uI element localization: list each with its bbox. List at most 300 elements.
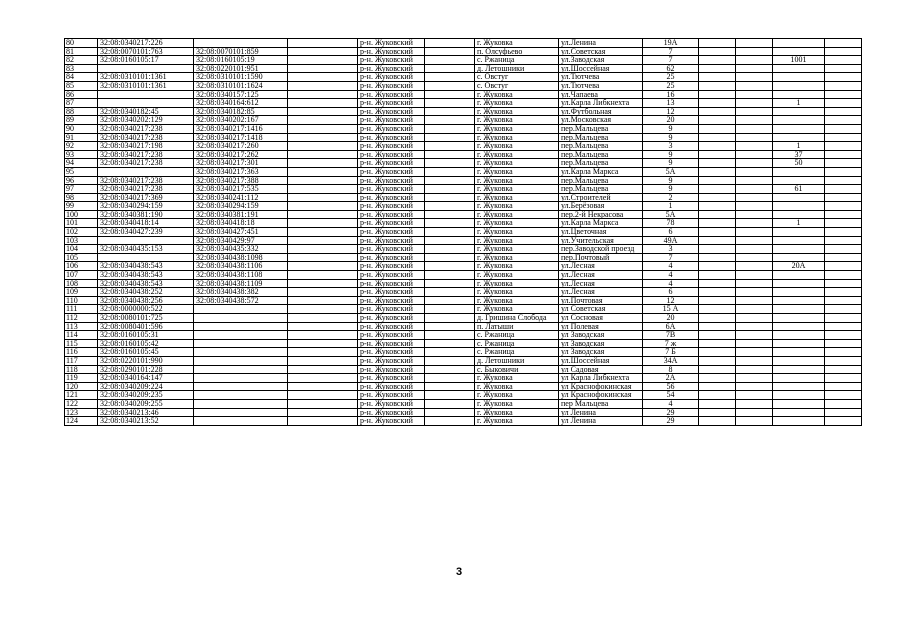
cell-street: ул Ленина (559, 417, 643, 426)
table-body (65, 39, 862, 426)
cell-empty-col-11 (736, 339, 773, 348)
cell-house-number: 7 ж (643, 339, 699, 348)
cell-empty-col-4 (288, 279, 358, 288)
cell-empty-col-11 (736, 47, 773, 56)
cell-empty-col-6 (425, 159, 475, 168)
table-row (65, 348, 862, 357)
cell-cadastral-number-land: 32:08:0340217:238 (98, 176, 194, 185)
cell-district: р-н. Жуковский (358, 245, 425, 254)
cell-house-number: 15 А (643, 305, 699, 314)
cell-street: ул.Карла Маркса (559, 167, 643, 176)
cell-empty-col-6 (425, 228, 475, 237)
cell-value-col-12 (773, 322, 825, 331)
cell-cadastral-number-land: 32:08:0340438:256 (98, 296, 194, 305)
cell-row-number: 121 (65, 391, 98, 400)
cell-district: р-н. Жуковский (358, 81, 425, 90)
cell-row-number: 118 (65, 365, 98, 374)
cell-street: пер.Мальцева (559, 142, 643, 151)
cell-empty-col-11 (736, 314, 773, 323)
table-row (65, 39, 862, 48)
cell-empty-col-11 (736, 271, 773, 280)
cell-cadastral-number-land (98, 99, 194, 108)
cell-empty-col-13 (825, 202, 862, 211)
page-number: 3 (456, 566, 463, 578)
cell-cadastral-number-land: 32:08:0080401:596 (98, 322, 194, 331)
cell-cadastral-number-land: 32:08:0340209:235 (98, 391, 194, 400)
cell-settlement: г. Жуковка (475, 417, 559, 426)
cell-empty-col-13 (825, 107, 862, 116)
cell-empty-col-6 (425, 116, 475, 125)
cell-cadastral-number-land: 32:08:0160105:45 (98, 348, 194, 357)
cell-row-number: 106 (65, 262, 98, 271)
cell-empty-col-10 (699, 176, 736, 185)
cell-empty-col-11 (736, 81, 773, 90)
cell-empty-col-4 (288, 202, 358, 211)
cell-empty-col-13 (825, 271, 862, 280)
cell-street: ул.Цветочная (559, 228, 643, 237)
table-row (65, 228, 862, 237)
cell-empty-col-6 (425, 399, 475, 408)
cell-cadastral-number-building: 32:08:0340217:1416 (194, 124, 288, 133)
table-row (65, 339, 862, 348)
cell-empty-col-6 (425, 167, 475, 176)
cell-row-number: 97 (65, 185, 98, 194)
cell-settlement: д. Гришина Слобода (475, 314, 559, 323)
cell-house-number: 8 (643, 365, 699, 374)
cell-row-number: 94 (65, 159, 98, 168)
cell-district: р-н. Жуковский (358, 176, 425, 185)
cell-cadastral-number-land: 32:08:0340217:238 (98, 124, 194, 133)
cell-settlement: п. Олсуфьево (475, 47, 559, 56)
cell-empty-col-10 (699, 142, 736, 151)
cell-district: р-н. Жуковский (358, 382, 425, 391)
cell-empty-col-11 (736, 408, 773, 417)
cell-cadastral-number-land: 32:08:0080101:725 (98, 314, 194, 323)
cell-settlement: с. Ржаница (475, 339, 559, 348)
cell-empty-col-6 (425, 81, 475, 90)
cell-row-number: 89 (65, 116, 98, 125)
cell-empty-col-11 (736, 365, 773, 374)
cell-empty-col-13 (825, 185, 862, 194)
cell-cadastral-number-building: 32:08:0340438:1106 (194, 262, 288, 271)
cell-house-number: 3 (643, 245, 699, 254)
table-row (65, 408, 862, 417)
table-row (65, 99, 862, 108)
cell-empty-col-10 (699, 236, 736, 245)
cell-empty-col-10 (699, 382, 736, 391)
cell-empty-col-4 (288, 90, 358, 99)
cell-empty-col-11 (736, 159, 773, 168)
cell-value-col-12 (773, 417, 825, 426)
cell-cadastral-number-land: 32:08:0340182:45 (98, 107, 194, 116)
cell-cadastral-number-building (194, 391, 288, 400)
cell-house-number: 56 (643, 382, 699, 391)
cell-house-number: 9 (643, 150, 699, 159)
cell-street: пер Мальцева (559, 399, 643, 408)
table-row (65, 271, 862, 280)
cell-empty-col-11 (736, 356, 773, 365)
cell-street: ул Краснофокинская (559, 382, 643, 391)
cell-empty-col-6 (425, 271, 475, 280)
cell-row-number: 101 (65, 219, 98, 228)
cell-cadastral-number-building: 32:08:0340438:1108 (194, 271, 288, 280)
cell-cadastral-number-land (98, 236, 194, 245)
cell-empty-col-11 (736, 279, 773, 288)
cell-empty-col-13 (825, 219, 862, 228)
cell-district: р-н. Жуковский (358, 314, 425, 323)
cell-empty-col-10 (699, 159, 736, 168)
cell-cadastral-number-building (194, 348, 288, 357)
cell-house-number: 9 (643, 159, 699, 168)
cell-empty-col-6 (425, 374, 475, 383)
cell-house-number: 19А (643, 39, 699, 48)
cell-value-col-12 (773, 47, 825, 56)
cell-empty-col-11 (736, 90, 773, 99)
cell-empty-col-13 (825, 348, 862, 357)
cell-cadastral-number-land: 32:08:0340209:255 (98, 399, 194, 408)
cell-cadastral-number-land (98, 253, 194, 262)
cell-settlement: г. Жуковка (475, 133, 559, 142)
cell-house-number: 25 (643, 81, 699, 90)
cell-empty-col-6 (425, 202, 475, 211)
cell-empty-col-13 (825, 356, 862, 365)
cell-row-number: 123 (65, 408, 98, 417)
cell-empty-col-4 (288, 47, 358, 56)
cell-empty-col-6 (425, 279, 475, 288)
cell-street: пер.Мальцева (559, 133, 643, 142)
cell-empty-col-10 (699, 167, 736, 176)
cell-empty-col-11 (736, 185, 773, 194)
cell-street: ул Заводская (559, 331, 643, 340)
cell-house-number: 25 (643, 73, 699, 82)
table-row (65, 356, 862, 365)
cell-cadastral-number-land: 32:08:0160105:31 (98, 331, 194, 340)
cell-house-number: 9 (643, 176, 699, 185)
cell-cadastral-number-land: 32:08:0340381:190 (98, 210, 194, 219)
cell-empty-col-13 (825, 39, 862, 48)
table-row (65, 202, 862, 211)
cell-empty-col-6 (425, 210, 475, 219)
cell-empty-col-4 (288, 356, 358, 365)
cell-settlement: г. Жуковка (475, 124, 559, 133)
cell-cadastral-number-land: 32:08:0340213:52 (98, 417, 194, 426)
cell-row-number: 110 (65, 296, 98, 305)
cell-street: ул.Лесная (559, 271, 643, 280)
cell-empty-col-13 (825, 399, 862, 408)
cell-empty-col-6 (425, 322, 475, 331)
cell-district: р-н. Жуковский (358, 116, 425, 125)
cell-house-number: 7 Б (643, 348, 699, 357)
cell-empty-col-6 (425, 382, 475, 391)
cell-cadastral-number-building: 32:08:0340217:388 (194, 176, 288, 185)
cell-cadastral-number-building: 32:08:0340182:85 (194, 107, 288, 116)
cell-empty-col-4 (288, 262, 358, 271)
cell-empty-col-10 (699, 271, 736, 280)
cell-settlement: с. Ржаница (475, 331, 559, 340)
cell-district: р-н. Жуковский (358, 64, 425, 73)
cell-empty-col-10 (699, 408, 736, 417)
table-row (65, 365, 862, 374)
cell-cadastral-number-building: 32:08:0070101:859 (194, 47, 288, 56)
cell-street: ул.Заводская (559, 56, 643, 65)
cell-cadastral-number-land: 32:08:0310101:1361 (98, 81, 194, 90)
cell-cadastral-number-building: 32:08:0340164:612 (194, 99, 288, 108)
cell-value-col-12 (773, 176, 825, 185)
cell-empty-col-11 (736, 39, 773, 48)
cell-cadastral-number-land: 32:08:0340202:129 (98, 116, 194, 125)
cell-row-number: 103 (65, 236, 98, 245)
cell-empty-col-4 (288, 322, 358, 331)
cell-settlement: г. Жуковка (475, 176, 559, 185)
cell-value-col-12 (773, 382, 825, 391)
cell-empty-col-6 (425, 99, 475, 108)
cell-empty-col-4 (288, 99, 358, 108)
cell-empty-col-13 (825, 150, 862, 159)
cell-street: ул.Тютчева (559, 73, 643, 82)
cell-value-col-12: 50 (773, 159, 825, 168)
cell-empty-col-13 (825, 124, 862, 133)
cell-settlement: г. Жуковка (475, 202, 559, 211)
table-row (65, 124, 862, 133)
cell-settlement: г. Жуковка (475, 253, 559, 262)
cell-row-number: 88 (65, 107, 98, 116)
cell-empty-col-6 (425, 124, 475, 133)
cell-settlement: г. Жуковка (475, 288, 559, 297)
cell-cadastral-number-land: 32:08:0340164:147 (98, 374, 194, 383)
cell-value-col-12 (773, 356, 825, 365)
cell-empty-col-11 (736, 262, 773, 271)
cell-empty-col-11 (736, 167, 773, 176)
cell-row-number: 119 (65, 374, 98, 383)
cell-empty-col-13 (825, 417, 862, 426)
cell-empty-col-4 (288, 245, 358, 254)
cell-district: р-н. Жуковский (358, 356, 425, 365)
cell-empty-col-6 (425, 185, 475, 194)
cell-cadastral-number-building: 32:08:0340438:572 (194, 296, 288, 305)
cell-value-col-12 (773, 107, 825, 116)
cell-empty-col-6 (425, 219, 475, 228)
table-row (65, 167, 862, 176)
cell-value-col-12: 20А (773, 262, 825, 271)
cell-empty-col-6 (425, 193, 475, 202)
cell-settlement: г. Жуковка (475, 99, 559, 108)
cell-cadastral-number-building (194, 331, 288, 340)
cell-empty-col-11 (736, 116, 773, 125)
cell-empty-col-6 (425, 39, 475, 48)
cell-street: ул.Тютчева (559, 81, 643, 90)
cell-house-number: 16 (643, 90, 699, 99)
cell-street: пер.Почтовый (559, 253, 643, 262)
cell-district: р-н. Жуковский (358, 305, 425, 314)
cell-empty-col-10 (699, 262, 736, 271)
cell-empty-col-4 (288, 348, 358, 357)
table-row (65, 219, 862, 228)
cell-house-number: 7 (643, 56, 699, 65)
cell-district: р-н. Жуковский (358, 185, 425, 194)
cell-row-number: 122 (65, 399, 98, 408)
cell-settlement: г. Жуковка (475, 271, 559, 280)
cell-value-col-12 (773, 279, 825, 288)
cell-cadastral-number-building (194, 356, 288, 365)
cell-row-number: 95 (65, 167, 98, 176)
cell-cadastral-number-land (98, 64, 194, 73)
cell-value-col-12: 61 (773, 185, 825, 194)
cell-value-col-12 (773, 348, 825, 357)
cell-settlement: г. Жуковка (475, 228, 559, 237)
cell-value-col-12: 1 (773, 219, 825, 228)
cell-cadastral-number-building (194, 399, 288, 408)
cell-street: ул.Лесная (559, 279, 643, 288)
cell-settlement: с. Ржаница (475, 348, 559, 357)
cell-empty-col-11 (736, 322, 773, 331)
cell-empty-col-10 (699, 348, 736, 357)
cell-empty-col-4 (288, 159, 358, 168)
cell-value-col-12 (773, 339, 825, 348)
cell-empty-col-4 (288, 176, 358, 185)
cell-empty-col-10 (699, 331, 736, 340)
cell-cadastral-number-building: 32:08:0160105:19 (194, 56, 288, 65)
cell-empty-col-6 (425, 331, 475, 340)
cell-street: ул.Советская (559, 47, 643, 56)
cell-empty-col-4 (288, 81, 358, 90)
cell-district: р-н. Жуковский (358, 365, 425, 374)
cell-row-number: 108 (65, 279, 98, 288)
cell-street: ул Полевая (559, 322, 643, 331)
cell-street: ул.Берёзовая (559, 202, 643, 211)
cell-street: ул Садовая (559, 365, 643, 374)
cell-empty-col-10 (699, 90, 736, 99)
cell-settlement: г. Жуковка (475, 382, 559, 391)
cell-district: р-н. Жуковский (358, 99, 425, 108)
cell-cadastral-number-land: 32:08:0340217:238 (98, 185, 194, 194)
table-row (65, 374, 862, 383)
cell-empty-col-4 (288, 116, 358, 125)
cell-row-number: 85 (65, 81, 98, 90)
cell-empty-col-10 (699, 305, 736, 314)
cell-district: р-н. Жуковский (358, 279, 425, 288)
cell-value-col-12 (773, 167, 825, 176)
cell-empty-col-4 (288, 382, 358, 391)
table-row (65, 322, 862, 331)
table-row (65, 107, 862, 116)
cell-settlement: г. Жуковка (475, 245, 559, 254)
cell-cadastral-number-land: 32:08:0160105:17 (98, 56, 194, 65)
cell-empty-col-13 (825, 167, 862, 176)
cell-empty-col-11 (736, 176, 773, 185)
cell-empty-col-13 (825, 305, 862, 314)
cell-value-col-12 (773, 365, 825, 374)
cell-empty-col-4 (288, 408, 358, 417)
table-row (65, 245, 862, 254)
cell-empty-col-10 (699, 228, 736, 237)
cell-empty-col-6 (425, 408, 475, 417)
cell-empty-col-11 (736, 133, 773, 142)
cell-empty-col-10 (699, 116, 736, 125)
cell-empty-col-10 (699, 202, 736, 211)
cell-cadastral-number-land: 32:08:0340435:153 (98, 245, 194, 254)
cell-empty-col-4 (288, 107, 358, 116)
cell-empty-col-10 (699, 288, 736, 297)
cell-house-number: 9 (643, 185, 699, 194)
cell-street: пер.Мальцева (559, 185, 643, 194)
cell-empty-col-11 (736, 399, 773, 408)
cell-house-number: 12 (643, 296, 699, 305)
cell-street: ул.Карла Маркса (559, 219, 643, 228)
cell-row-number: 96 (65, 176, 98, 185)
cell-empty-col-11 (736, 202, 773, 211)
cell-empty-col-13 (825, 228, 862, 237)
cell-empty-col-13 (825, 374, 862, 383)
table-row (65, 382, 862, 391)
cell-empty-col-13 (825, 193, 862, 202)
cell-cadastral-number-building (194, 417, 288, 426)
cell-value-col-12 (773, 314, 825, 323)
cell-cadastral-number-building: 32:08:0340438:1098 (194, 253, 288, 262)
cell-row-number: 112 (65, 314, 98, 323)
cell-cadastral-number-land: 32:08:0070101:763 (98, 47, 194, 56)
cell-empty-col-11 (736, 99, 773, 108)
cell-house-number: 29 (643, 408, 699, 417)
cell-settlement: с. Быковичи (475, 365, 559, 374)
cell-empty-col-4 (288, 374, 358, 383)
cell-empty-col-10 (699, 73, 736, 82)
cell-district: р-н. Жуковский (358, 150, 425, 159)
cell-cadastral-number-building (194, 314, 288, 323)
table-row (65, 185, 862, 194)
cell-empty-col-13 (825, 73, 862, 82)
cell-value-col-12: 37 (773, 150, 825, 159)
cell-cadastral-number-building (194, 382, 288, 391)
cell-cadastral-number-building: 32:08:0310101:1624 (194, 81, 288, 90)
cell-row-number: 92 (65, 142, 98, 151)
cell-house-number: 20 (643, 116, 699, 125)
cell-street: пер.Мальцева (559, 124, 643, 133)
cell-empty-col-10 (699, 185, 736, 194)
cell-empty-col-10 (699, 64, 736, 73)
cell-district: р-н. Жуковский (358, 262, 425, 271)
cell-empty-col-10 (699, 219, 736, 228)
cell-settlement: г. Жуковка (475, 305, 559, 314)
cell-empty-col-4 (288, 185, 358, 194)
cell-empty-col-4 (288, 305, 358, 314)
cell-empty-col-10 (699, 99, 736, 108)
cell-empty-col-4 (288, 142, 358, 151)
cell-empty-col-4 (288, 73, 358, 82)
cell-street: ул.Строителей (559, 193, 643, 202)
cell-empty-col-10 (699, 81, 736, 90)
cell-value-col-12: 1001 (773, 56, 825, 65)
cell-empty-col-13 (825, 382, 862, 391)
cell-cadastral-number-building: 32:08:0340438:1109 (194, 279, 288, 288)
cell-cadastral-number-land: 32:08:0340209:224 (98, 382, 194, 391)
cell-street: пер.Мальцева (559, 176, 643, 185)
cell-empty-col-4 (288, 365, 358, 374)
cell-value-col-12 (773, 124, 825, 133)
cell-row-number: 87 (65, 99, 98, 108)
cell-empty-col-11 (736, 296, 773, 305)
cell-cadastral-number-land: 32:08:0340438:543 (98, 271, 194, 280)
cell-settlement: г. Жуковка (475, 391, 559, 400)
table-row (65, 262, 862, 271)
cell-street: ул.Шоссейная (559, 356, 643, 365)
cell-empty-col-6 (425, 356, 475, 365)
cell-settlement: г. Жуковка (475, 116, 559, 125)
cell-value-col-12 (773, 228, 825, 237)
cell-empty-col-10 (699, 253, 736, 262)
cell-settlement: г. Жуковка (475, 279, 559, 288)
cell-settlement: г. Жуковка (475, 408, 559, 417)
cell-street: пер.2-й Некрасова (559, 210, 643, 219)
